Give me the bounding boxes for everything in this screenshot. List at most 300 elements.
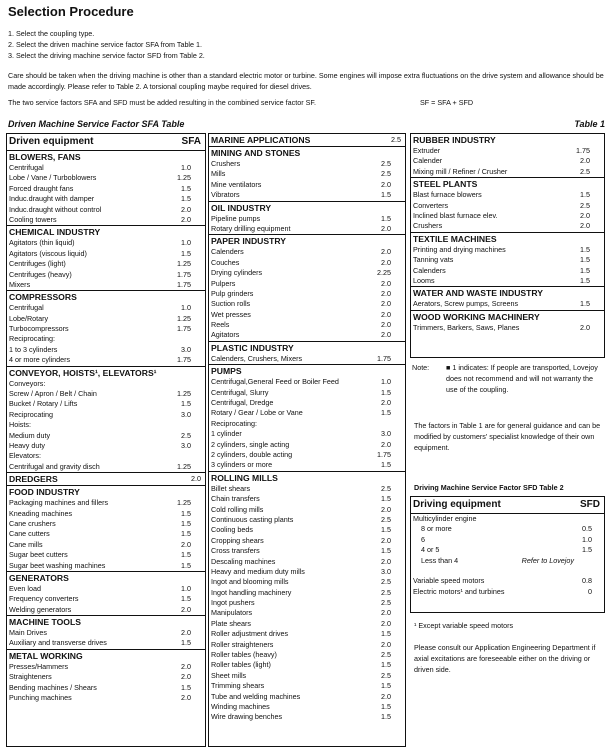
row-factor: 3.0 (381, 429, 391, 439)
row-label: Cane crushers (9, 518, 56, 528)
row-label: Vibrators (211, 190, 240, 200)
row-factor: 2.0 (181, 672, 191, 682)
row-label: Electric motors¹ and turbines (413, 586, 505, 596)
section-heading (209, 471, 405, 484)
header-label: Driven equipment (9, 136, 94, 147)
table1-col2-panel (208, 133, 406, 747)
note-label: Note: (412, 363, 430, 372)
page-title: Selection Procedure (8, 4, 134, 19)
row-factor: 1.0 (181, 163, 191, 172)
sum-note (8, 98, 606, 107)
row-factor: 2.0 (381, 691, 391, 701)
table-row (209, 377, 405, 387)
row-factor: 1.5 (181, 638, 191, 648)
row-factor: 2.0 (381, 179, 391, 189)
table2-row (411, 587, 604, 597)
table-row (209, 702, 405, 712)
table-row (209, 159, 405, 169)
row-factor: 2.0 (381, 556, 391, 566)
table-row (209, 320, 405, 330)
table-row (209, 660, 405, 670)
row-factor: 1.5 (181, 550, 191, 560)
row-factor: 2.0 (181, 604, 191, 614)
row-label: Cross transfers (211, 546, 260, 556)
row-label: Billet shears (211, 483, 251, 493)
table-row (209, 629, 405, 639)
row-factor: 1.5 (381, 712, 391, 722)
table-row (7, 509, 205, 519)
table2-row (411, 576, 604, 586)
row-label: Wet presses (211, 309, 251, 319)
table-row (411, 146, 604, 156)
row-label: Roller adjustment drives (211, 629, 289, 639)
table2-body (411, 514, 604, 597)
section-heading (7, 366, 205, 379)
row-factor: 2.0 (580, 221, 590, 231)
row-label: Lobe/Rotary (9, 313, 49, 323)
row-factor: 1.0 (381, 377, 391, 387)
section-heading (209, 146, 405, 159)
section-label: WATER AND WASTE INDUSTRY (413, 288, 544, 299)
row-label: Reciprocating (9, 409, 53, 419)
row-factor: 1.75 (377, 449, 391, 459)
row-label: Extruder (413, 146, 441, 155)
row-factor: 1.5 (381, 213, 391, 223)
row-factor: 2.0 (381, 288, 391, 298)
table-row (209, 598, 405, 608)
section-heading (209, 201, 405, 214)
table1-title: Driven Machine Service Factor SFA Table (8, 119, 185, 129)
row-factor: 2.5 (381, 650, 391, 660)
steps-list (8, 28, 205, 61)
row-label: Crushers (211, 159, 241, 168)
row-label: Punching machines (9, 693, 72, 703)
row-factor: 2.5 (381, 514, 391, 524)
step-1: 1. Select the coupling type. (8, 29, 95, 38)
row-factor: 2.0 (381, 535, 391, 545)
row-label: Presses/Hammers (9, 661, 69, 671)
table-row (209, 299, 405, 309)
table-row (7, 519, 205, 529)
row-factor: 2.0 (381, 309, 391, 319)
table-row (7, 498, 205, 508)
row-label: Looms (413, 275, 435, 285)
table-row (7, 324, 205, 334)
row-factor: 2.0 (381, 398, 391, 408)
table-row (7, 529, 205, 539)
row-factor: Refer to Lovejoy (521, 555, 574, 565)
table-row (7, 420, 205, 430)
section-label: TEXTILE MACHINES (413, 233, 497, 244)
table-row (209, 577, 405, 587)
row-label: Pipeline pumps (211, 213, 261, 223)
table-row (209, 419, 405, 429)
row-factor: 1.5 (381, 494, 391, 504)
row-factor: 1.5 (181, 529, 191, 539)
table-row (7, 205, 205, 215)
section-label: RUBBER INDUSTRY (413, 135, 496, 145)
row-factor: 2.5 (381, 598, 391, 608)
table-row (209, 460, 405, 470)
row-label: Conveyors: (9, 378, 46, 388)
row-label: Centrifugal, Slurry (211, 387, 269, 397)
row-factor: 2.0 (181, 539, 191, 549)
row-factor: 1.75 (177, 269, 191, 279)
row-factor: 1.0 (582, 534, 592, 544)
section-label: PLASTIC INDUSTRY (211, 342, 294, 353)
section-heading (7, 472, 205, 485)
col1-body (7, 151, 205, 703)
row-label: Multicylinder engine (413, 514, 477, 523)
row-factor: 1.5 (381, 660, 391, 670)
row-factor: 1.75 (576, 146, 590, 155)
table-row (209, 546, 405, 556)
row-factor: 1.5 (181, 194, 191, 204)
table-row (209, 440, 405, 450)
row-label: Tube and welding machines (211, 691, 301, 701)
row-factor: 2.25 (377, 268, 391, 278)
row-factor: 0.8 (582, 576, 592, 586)
row-label: Straighteners (9, 672, 52, 682)
factors-note: The factors in Table 1 are for general guidance and can be modified by customers' specialist knowledge of their own equipment. (414, 421, 601, 452)
row-label: Reciprocating: (211, 418, 257, 428)
row-label: Pulpers (211, 278, 236, 288)
table-row (411, 201, 604, 211)
row-factor: 1.5 (580, 275, 590, 285)
row-label: Winding machines (211, 701, 270, 711)
row-label: Induc.draught without control (9, 204, 102, 214)
row-factor: 2.0 (181, 661, 191, 671)
table2-panel (410, 496, 605, 613)
row-factor: 2.5 (381, 483, 391, 493)
row-label: Plate shears (211, 618, 251, 628)
row-factor: 1.75 (377, 353, 391, 363)
row-label: Ingot and blooming mills (211, 577, 289, 587)
row-label: Cropping shears (211, 535, 264, 545)
row-label: Cold rolling mills (211, 504, 264, 514)
section-label: OIL INDUSTRY (211, 202, 272, 213)
row-label: Centrifugal (9, 303, 44, 313)
row-label: Pulp grinders (211, 288, 254, 298)
table-row (209, 567, 405, 577)
table-row (7, 594, 205, 604)
section-heading (209, 364, 405, 377)
table-row (7, 184, 205, 194)
table-row (7, 683, 205, 693)
row-label: Roller tables (light) (211, 660, 271, 670)
row-label: Centrifugal and gravity disch (9, 461, 100, 471)
section-label: CHEMICAL INDUSTRY (9, 227, 101, 238)
table-row (7, 379, 205, 389)
row-label: Bucket / Rotary / Lifts (9, 399, 78, 409)
table-row (7, 173, 205, 183)
row-label: Calenders, Crushers, Mixers (211, 353, 303, 363)
row-label: Cane cutters (9, 529, 50, 539)
row-label: Less than 4 (421, 555, 459, 565)
section-heading (411, 286, 604, 299)
row-label: Tanning vats (413, 255, 454, 265)
row-factor: 2.5 (381, 169, 391, 179)
row-label: Inclined blast furnace elev. (413, 210, 498, 220)
row-factor: 0.5 (582, 524, 592, 534)
table-row (411, 299, 604, 309)
row-factor: 2.0 (580, 210, 590, 220)
table-row (209, 354, 405, 364)
table-row (7, 605, 205, 615)
table-row (209, 505, 405, 515)
section-label: WOOD WORKING MACHINERY (413, 311, 540, 322)
row-factor: 1.5 (181, 594, 191, 604)
section-heading (7, 290, 205, 303)
row-label: Ingot handling machinery (211, 587, 292, 597)
table1-col3-panel (410, 133, 605, 358)
section-heading (7, 615, 205, 628)
row-label: Reciprocating: (9, 334, 55, 344)
table-row (209, 450, 405, 460)
section-heading (411, 232, 604, 245)
section-label: DREDGERS (9, 474, 58, 485)
section-label: MARINE APPLICATIONS (211, 135, 311, 145)
table-row (209, 608, 405, 618)
row-label: Mixers (9, 279, 31, 289)
row-label: Bending machines / Shears (9, 682, 97, 692)
row-factor: 2.5 (381, 670, 391, 680)
row-label: 4 or more cylinders (9, 355, 71, 365)
table-row (411, 167, 604, 177)
sum-note-text: The two service factors SFA and SFD must be added resulting in the combined service factor SF. (8, 98, 317, 107)
row-label: Frequency converters (9, 594, 79, 604)
section-label: PAPER INDUSTRY (211, 236, 286, 247)
row-label: Ingot pushers (211, 598, 255, 608)
table-row (7, 399, 205, 409)
row-label: Continuous casting plants (211, 514, 294, 524)
row-label: Roller straighteners (211, 639, 274, 649)
table-row (7, 345, 205, 355)
row-label: 2 cylinders, single acting (211, 439, 290, 449)
row-label: 2 cylinders, double acting (211, 449, 293, 459)
row-factor: 1.5 (381, 701, 391, 711)
table-row (209, 650, 405, 660)
section-label: MACHINE TOOLS (9, 617, 81, 628)
row-factor: 1.75 (177, 279, 191, 289)
row-factor: 2.0 (381, 299, 391, 309)
table-row (7, 672, 205, 682)
table-row (7, 215, 205, 225)
row-factor: 1.5 (381, 629, 391, 639)
row-label: Trimming shears (211, 681, 265, 691)
table-row (209, 712, 405, 722)
table-row (7, 431, 205, 441)
row-label: Main Drives (9, 628, 47, 638)
table-row (411, 245, 604, 255)
table-row (7, 693, 205, 703)
row-factor: 1.0 (181, 303, 191, 313)
step-2: 2. Select the driven machine service factor SFA from Table 1. (8, 40, 203, 49)
table-row (7, 638, 205, 648)
row-factor: 1.25 (177, 498, 191, 508)
row-factor: 1.5 (381, 681, 391, 691)
row-factor: 2.0 (381, 330, 391, 340)
row-factor: 1.5 (381, 190, 391, 200)
table-row (7, 550, 205, 560)
row-factor: 2.5 (381, 159, 391, 168)
section-label: GENERATORS (9, 572, 69, 583)
row-label: Variable speed motors (413, 576, 485, 586)
row-factor: 1.5 (580, 255, 590, 265)
care-note: Care should be taken when the driving machine is other than a standard electric motor or turbine. Some engines will impose extra fluctuations on the drive system and allowance should be made accordingly. Please refer to Table 2. A torsional coupling maybe required for diesel drives. (8, 71, 604, 91)
table-row (209, 588, 405, 598)
row-factor: 3.0 (181, 440, 191, 450)
section-factor: 2.0 (191, 474, 201, 484)
table-row (209, 619, 405, 629)
row-label: Screw / Apron / Belt / Chain (9, 389, 97, 399)
note-body: 1 indicates: If people are transported, Lovejoy does not recommend and will not warranty the use of the coupling. (446, 363, 598, 394)
row-label: Welding generators (9, 604, 72, 614)
row-label: Sheet mills (211, 670, 247, 680)
row-factor: 1.5 (381, 408, 391, 418)
row-factor: 2.0 (381, 320, 391, 330)
row-label: Calenders (211, 247, 244, 257)
table-row (209, 408, 405, 418)
table-row (7, 238, 205, 248)
table2-row (411, 545, 604, 555)
row-factor: 1.5 (181, 183, 191, 193)
row-label: Aerators, Screw pumps, Screens (413, 299, 519, 309)
section-heading (411, 310, 604, 323)
row-label: Elevators: (9, 451, 41, 461)
row-factor: 1.5 (181, 248, 191, 258)
row-factor: 2.0 (580, 322, 590, 332)
row-label: Agitators (viscous liquid) (9, 248, 87, 258)
row-label: Reels (211, 320, 230, 330)
row-label: Centrifugal (9, 163, 44, 172)
row-factor: 2.5 (181, 430, 191, 440)
row-label: Even load (9, 583, 41, 593)
row-factor: 2.0 (181, 204, 191, 214)
table-row (209, 398, 405, 408)
table-row (7, 410, 205, 420)
table-row (411, 323, 604, 333)
section-label: STEEL PLANTS (413, 179, 478, 190)
row-factor: 2.0 (381, 504, 391, 514)
table-row (209, 330, 405, 340)
row-factor: 1.75 (177, 355, 191, 365)
row-label: Centrifuges (heavy) (9, 269, 72, 279)
table-row (7, 303, 205, 313)
row-label: Crushers (413, 221, 443, 231)
row-label: Printing and drying machines (413, 244, 506, 254)
row-label: Sugar beet washing machines (9, 560, 106, 570)
row-label: Mixing mill / Refiner / Crusher (413, 166, 508, 176)
section-heading (411, 134, 604, 146)
table2-title: Driving Machine Service Factor SFD Table 2 (414, 483, 564, 492)
table-row (209, 681, 405, 691)
row-label: Trimmers, Barkers, Saws, Planes (413, 322, 520, 332)
row-factor: 1.5 (381, 387, 391, 397)
table-row (7, 194, 205, 204)
section-label: CONVEYOR, HOISTS¹, ELEVATORS¹ (9, 367, 157, 378)
row-label: Turbocompressors (9, 324, 69, 334)
table-row (209, 525, 405, 535)
section-label: PUMPS (211, 366, 242, 377)
table-row (209, 224, 405, 234)
row-factor: 1.75 (177, 324, 191, 334)
row-factor: 2.0 (381, 278, 391, 288)
table-row (7, 451, 205, 461)
table-row (209, 180, 405, 190)
table-row (411, 266, 604, 276)
row-factor: 1.5 (580, 265, 590, 275)
table-row (7, 249, 205, 259)
table-row (7, 540, 205, 550)
row-factor: 1.5 (582, 545, 592, 555)
table-row (7, 314, 205, 324)
section-heading (7, 571, 205, 584)
table2-row (411, 556, 604, 566)
table-row (209, 214, 405, 224)
row-label: Mine ventilators (211, 179, 262, 189)
row-factor: 1.5 (381, 525, 391, 535)
table-row (7, 334, 205, 344)
row-label: Suction rolls (211, 299, 251, 309)
section-label: METAL WORKING (9, 650, 83, 661)
section-factor: 2.5 (391, 135, 401, 144)
section-heading (209, 341, 405, 354)
row-factor: 2.0 (381, 439, 391, 449)
row-factor: 1.25 (177, 313, 191, 323)
row-label: Roller tables (heavy) (211, 650, 277, 660)
section-heading (7, 151, 205, 163)
section-label: COMPRESSORS (9, 292, 77, 303)
step-3: 3. Select the driving machine service factor SFD from Table 2. (8, 51, 205, 60)
row-factor: 2.0 (381, 618, 391, 628)
row-factor: 2.0 (181, 628, 191, 638)
row-factor: 2.0 (181, 693, 191, 703)
table-row (209, 429, 405, 439)
row-factor: 3.0 (181, 409, 191, 419)
row-factor: 2.5 (381, 587, 391, 597)
table-row (7, 584, 205, 594)
row-label: Calenders (413, 265, 446, 275)
row-factor: 2.0 (580, 156, 590, 166)
section-label: FOOD INDUSTRY (9, 487, 80, 498)
table1-number: Table 1 (574, 119, 605, 129)
row-label: 4 or 5 (421, 545, 440, 555)
table-row (209, 258, 405, 268)
row-label: Rotary drilling equipment (211, 223, 291, 233)
table-row (209, 671, 405, 681)
row-label: Agitators (thin liquid) (9, 238, 75, 248)
row-factor: 2.0 (381, 257, 391, 267)
table-row (7, 355, 205, 365)
row-factor: 1.5 (381, 546, 391, 556)
row-label: Packaging machines and fillers (9, 498, 109, 508)
row-label: Wire drawing benches (211, 712, 283, 722)
col3-body (411, 134, 604, 333)
row-label: Mills (211, 169, 226, 179)
table-row (411, 156, 604, 166)
row-factor: 2.5 (580, 200, 590, 210)
row-factor: 2.0 (381, 247, 391, 257)
table-row (411, 211, 604, 221)
row-label: Rotary / Gear / Lobe or Vane (211, 408, 303, 418)
table-row (209, 388, 405, 398)
row-factor: 1.0 (181, 583, 191, 593)
table1-col1-panel (6, 133, 206, 747)
row-label: Forced draught fans (9, 183, 74, 193)
section-label: ROLLING MILLS (211, 472, 278, 483)
row-factor: 1.5 (181, 508, 191, 518)
